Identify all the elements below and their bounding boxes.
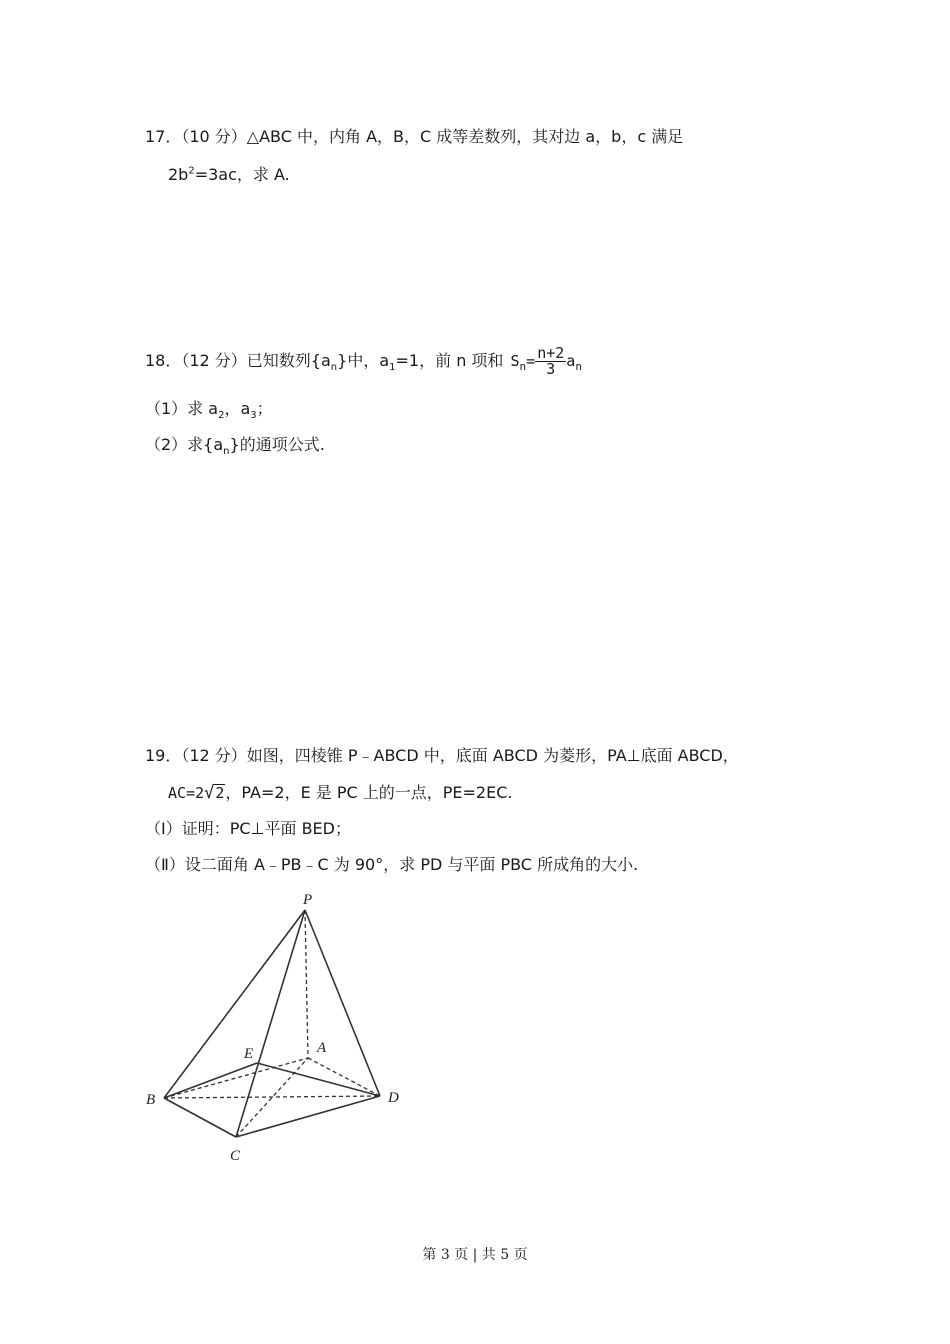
- pyramid-figure: [140, 888, 420, 1178]
- edge-pd: [305, 910, 380, 1096]
- segment-ed: [257, 1063, 380, 1096]
- label-e: E: [244, 1046, 254, 1062]
- q18-sub-1: 1: [389, 362, 396, 374]
- q19-part2: （Ⅱ）设二面角 A﹣PB﹣C 为 90°，求 PD 与平面 PBC 所成角的大小.: [145, 855, 639, 874]
- q17-exponent: 2: [188, 165, 195, 177]
- edge-ad-hidden: [308, 1058, 380, 1096]
- q18-part1-post: ；: [256, 399, 273, 418]
- q17-line1: 17．（10 分）△ABC 中，内角 A，B，C 成等差数列，其对边 a，b，c 满足: [145, 127, 684, 146]
- q19-line2-post: ，PA=2，E 是 PC 上的一点，PE=2EC.: [225, 783, 513, 802]
- formula-fraction: [535, 346, 566, 377]
- formula-eq: =: [526, 352, 536, 370]
- q17-line2-pre: 2b: [168, 165, 189, 184]
- ac-text: AC=2: [168, 784, 205, 802]
- formula-s-sub: n: [519, 360, 527, 374]
- q18-part2-post: }的通项公式.: [229, 435, 325, 454]
- q17-line2: [168, 164, 290, 186]
- q18-part1-sub2: 2: [218, 410, 225, 422]
- q19-line2: [168, 782, 512, 804]
- q18-text-pre: 18．（12 分）已知数列{a: [145, 351, 331, 370]
- q18-text-mid: }中，a: [337, 351, 390, 370]
- q19-ac-formula: [168, 784, 225, 802]
- q18-part1-pre: （1）求 a: [145, 399, 219, 418]
- formula-numerator: n+2: [537, 344, 565, 362]
- label-p: P: [303, 892, 313, 908]
- q18-formula: [511, 346, 582, 377]
- formula-a: a: [566, 352, 576, 370]
- q18-line1: [145, 346, 582, 377]
- q18-part1-mid: ，a: [224, 399, 251, 418]
- edge-cd: [236, 1096, 380, 1137]
- formula-s: S: [510, 352, 520, 370]
- page-footer: 第 3 页 | 共 5 页: [422, 1247, 528, 1263]
- q18-part2: [145, 434, 325, 456]
- edge-pc: [236, 910, 305, 1137]
- q18-part1-sub3: 3: [250, 410, 257, 422]
- diagonal-bd-hidden: [164, 1096, 380, 1098]
- q18-text-post: =1，前 n 项和: [395, 351, 504, 370]
- q18-part1: [145, 398, 273, 420]
- sqrt-radicand: 2: [215, 784, 225, 802]
- edge-ab-hidden: [164, 1058, 308, 1098]
- label-d: D: [388, 1090, 399, 1106]
- q19-part1: （Ⅰ）证明：PC⊥平面 BED；: [145, 819, 351, 838]
- formula-denominator: 3: [546, 360, 556, 378]
- q17-line2-post: =3ac，求 A.: [194, 165, 290, 184]
- edge-bc: [164, 1098, 236, 1137]
- formula-a-sub: n: [575, 360, 582, 374]
- label-b: B: [146, 1092, 156, 1108]
- q18-part2-pre: （2）求{a: [145, 435, 224, 454]
- q19-line1: 19．（12 分）如图，四棱锥 P﹣ABCD 中，底面 ABCD 为菱形，PA⊥底面 ABCD，: [145, 746, 739, 765]
- sqrt-sign: √: [204, 783, 215, 803]
- q18-sub-n: n: [330, 362, 338, 374]
- label-c: C: [230, 1148, 241, 1164]
- edge-pa-hidden: [305, 910, 308, 1058]
- label-a: A: [317, 1040, 327, 1056]
- q18-part2-sub: n: [223, 446, 230, 458]
